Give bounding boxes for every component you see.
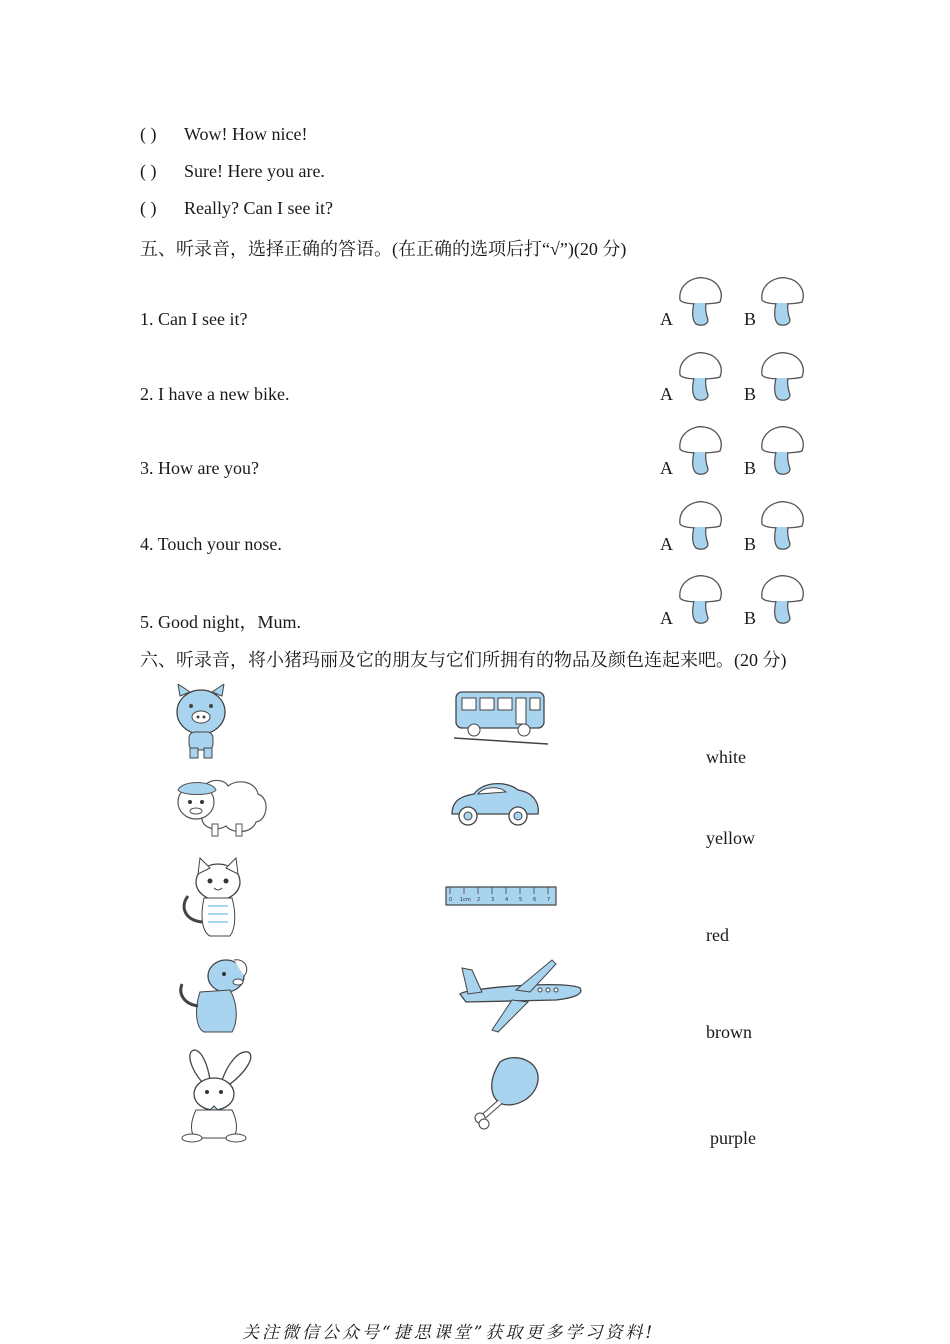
footer-note: 关注微信公众号“捷思课堂”获取更多学习资料! xyxy=(242,1323,656,1343)
answer-blank-3[interactable]: ( ) xyxy=(140,198,157,218)
rabbit-icon[interactable] xyxy=(176,1048,258,1144)
response-text-2: Sure! Here you are. xyxy=(184,161,325,181)
mushroom-icon-a-3[interactable] xyxy=(676,423,724,477)
option-a-1[interactable]: A xyxy=(660,309,673,329)
ruler-mark: 3 xyxy=(491,897,495,903)
ruler-mark: 5 xyxy=(519,897,523,903)
option-a-4[interactable]: A xyxy=(660,534,673,554)
ruler-mark: 0 xyxy=(449,897,453,903)
question-4: 4. Touch your nose. xyxy=(140,534,282,554)
option-b-4[interactable]: B xyxy=(744,534,757,554)
ruler-mark: 6 xyxy=(533,897,537,903)
answer-blank-1[interactable]: ( ) xyxy=(140,124,157,144)
option-a-2[interactable]: A xyxy=(660,384,673,404)
bus-icon[interactable] xyxy=(452,686,550,748)
mushroom-icon-a-5[interactable] xyxy=(676,572,724,626)
question-5: 5. Good night，Mum. xyxy=(140,612,302,632)
question-3: 3. How are you? xyxy=(140,458,259,478)
section-6-title: 六、听录音，将小猪玛丽及它的朋友与它们所拥有的物品及颜色连起来吧。(20 分) xyxy=(140,650,787,670)
mushroom-icon-b-5[interactable] xyxy=(758,572,806,626)
color-brown[interactable]: brown xyxy=(706,1022,752,1042)
ruler-mark: 2 xyxy=(477,897,481,903)
car-icon[interactable] xyxy=(448,778,542,834)
color-yellow[interactable]: yellow xyxy=(706,828,755,848)
color-purple[interactable]: purple xyxy=(710,1128,756,1148)
mushroom-icon-b-1[interactable] xyxy=(758,274,806,328)
ruler-mark: 7 xyxy=(547,897,551,903)
question-2: 2. I have a new bike. xyxy=(140,384,290,404)
sheep-icon[interactable] xyxy=(172,776,270,838)
mushroom-icon-b-4[interactable] xyxy=(758,498,806,552)
mushroom-icon-b-3[interactable] xyxy=(758,423,806,477)
mushroom-icon-a-4[interactable] xyxy=(676,498,724,552)
ruler-mark: 1cm xyxy=(460,897,471,903)
cat-icon[interactable] xyxy=(178,856,248,940)
color-white[interactable]: white xyxy=(706,747,746,767)
chicken-leg-icon[interactable] xyxy=(470,1054,542,1134)
option-b-5[interactable]: B xyxy=(744,608,757,628)
mushroom-icon-a-2[interactable] xyxy=(676,349,724,403)
option-a-3[interactable]: A xyxy=(660,458,673,478)
ruler-mark: 4 xyxy=(505,897,509,903)
question-1: 1. Can I see it? xyxy=(140,309,248,329)
ruler-icon[interactable] xyxy=(444,884,558,908)
option-a-5[interactable]: A xyxy=(660,608,673,628)
color-red[interactable]: red xyxy=(706,925,729,945)
section-5-title: 五、听录音，选择正确的答语。(在正确的选项后打“√”)(20 分) xyxy=(140,239,627,259)
dog-icon[interactable] xyxy=(176,954,252,1036)
response-text-3: Really? Can I see it? xyxy=(184,198,333,218)
response-text-1: Wow! How nice! xyxy=(184,124,308,144)
pig-icon[interactable] xyxy=(172,684,230,760)
option-b-2[interactable]: B xyxy=(744,384,757,404)
option-b-1[interactable]: B xyxy=(744,309,757,329)
mushroom-icon-a-1[interactable] xyxy=(676,274,724,328)
mushroom-icon-b-2[interactable] xyxy=(758,349,806,403)
option-b-3[interactable]: B xyxy=(744,458,757,478)
plane-icon[interactable] xyxy=(456,958,586,1034)
answer-blank-2[interactable]: ( ) xyxy=(140,161,157,181)
